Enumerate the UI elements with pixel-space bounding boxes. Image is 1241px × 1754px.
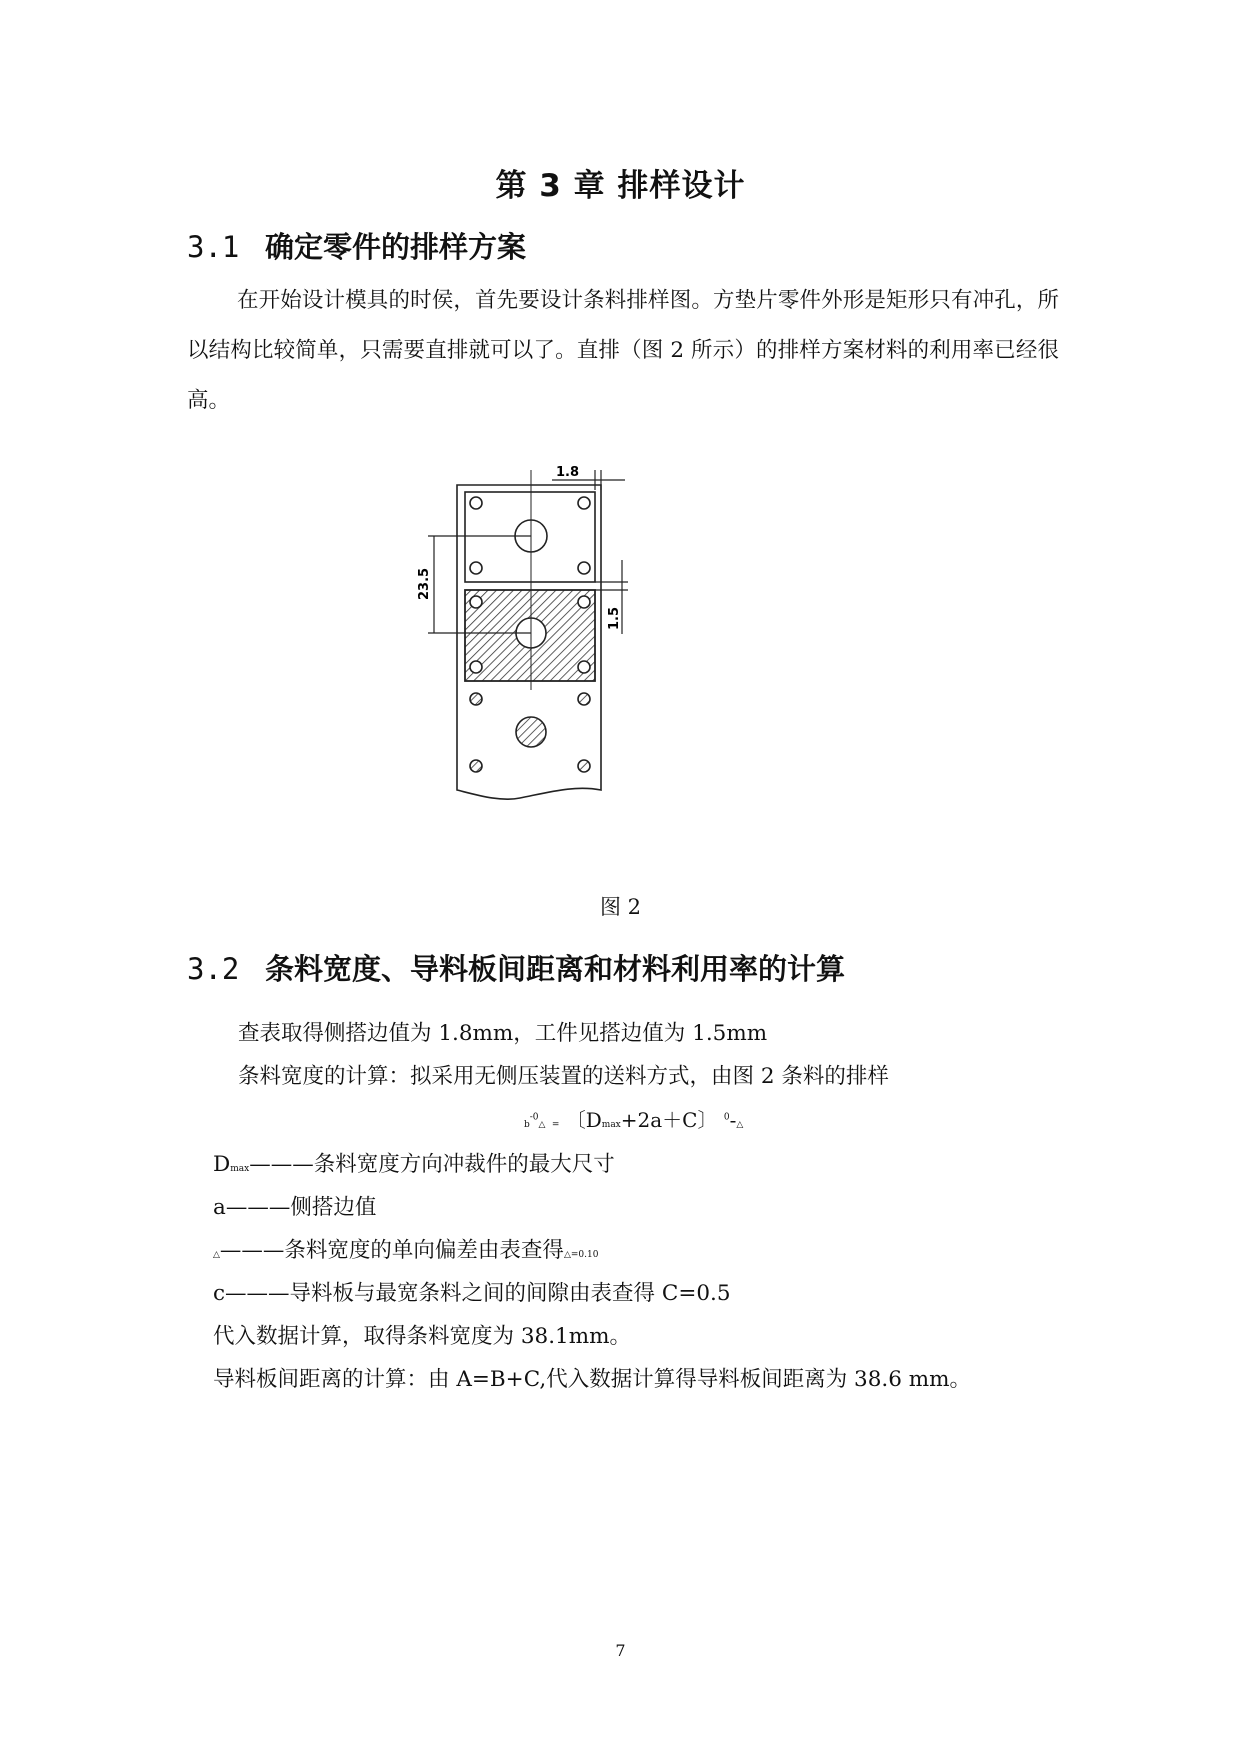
def-symbol: D [213,1152,231,1177]
section-number: 3.1 [187,230,240,264]
def-text: ———条料宽度的单向偏差由表查得 [219,1238,564,1263]
strip-width-formula [524,1104,743,1133]
formula-delta: △ [538,1120,546,1130]
formula-sup: -0 [529,1112,539,1123]
text-line: 导料板间距离的计算：由 A=B+C,代入数据计算得导料板间距离为 38.6 mm。 [213,1367,972,1392]
figure-caption: 图 2 [599,895,642,919]
definition-a: a———侧搭边值 [213,1195,377,1220]
definition-c: c———导料板与最宽条料之间的间隙由表查得 C=0.5 [213,1281,731,1306]
dimension-right-label: 1.5 [607,606,622,630]
formula-body: +2a＋C〕 [620,1108,718,1132]
def-symbol: △ [213,1250,220,1260]
def-text: ———条料宽度方向冲裁件的最大尺寸 [249,1152,615,1177]
formula-rhs-minus: - [729,1108,737,1132]
strip-layout-figure [400,455,640,815]
chapter-title: 第 3 章 排样设计 [495,168,746,204]
section-heading-3-2 [187,947,845,988]
page-number: 7 [615,1641,626,1660]
section-heading-3-1 [187,225,526,266]
formula-rhs-sup: 0 [723,1112,730,1123]
formula-open: 〔D [565,1108,602,1132]
formula-rhs-delta: △ [736,1120,744,1130]
definition-delta [213,1233,598,1264]
text-line: 查表取得侧搭边值为 1.8mm，工件见搭边值为 1.5mm [238,1021,768,1046]
formula-b: b [524,1120,530,1130]
def-value: △=0.10 [563,1250,599,1260]
dimension-left-label: 23.5 [417,567,432,600]
dimension-top-label: 1.8 [556,465,580,480]
formula-eq: = [551,1120,560,1130]
def-subscript: max [230,1164,250,1174]
section-number: 3.2 [187,952,240,986]
section-title: 确定零件的排样方案 [265,230,527,264]
text-line: 条料宽度的计算：拟采用无侧压装置的送料方式，由图 2 条料的排样 [238,1064,889,1089]
section-paragraph: 在开始设计模具的时侯，首先要设计条料排样图。方垫片零件外形是矩形只有冲孔，所以结构比较简单，只需要直排就可以了。直排（图 2 所示）的排样方案材料的利用率已经很高。 [187,288,1059,413]
definition-dmax [213,1147,615,1178]
section-title: 条料宽度、导料板间距离和材料利用率的计算 [265,952,846,986]
formula-dmax: max [601,1120,621,1130]
text-line: 代入数据计算，取得条料宽度为 38.1mm。 [213,1324,631,1349]
